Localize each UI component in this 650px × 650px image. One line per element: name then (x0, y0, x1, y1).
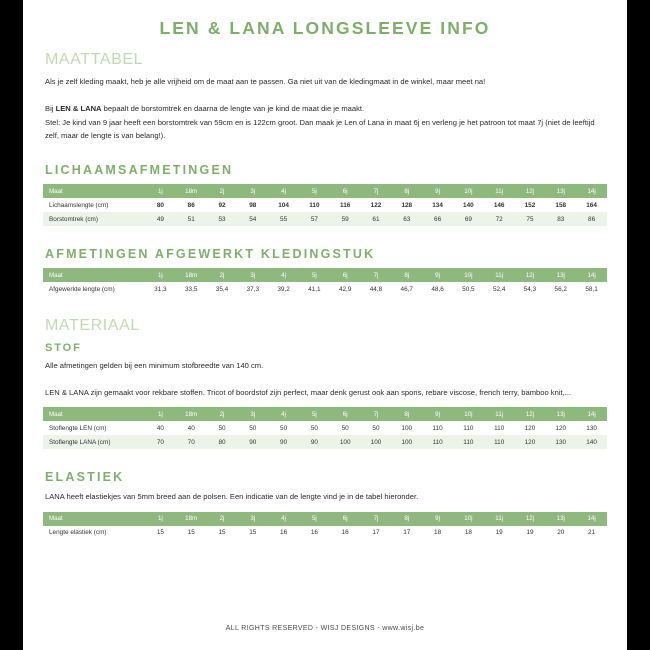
table-cell: 100 (401, 424, 413, 432)
column-header-size: 18m (176, 512, 207, 526)
column-header-size: 13j (545, 268, 576, 282)
column-header-size: 18m (176, 407, 207, 421)
table-cell: 42,9 (338, 285, 352, 293)
table-cell: 80 (218, 438, 226, 446)
table-cell: 122 (370, 201, 382, 209)
column-header-size: 8j (391, 184, 422, 198)
row-label: Lichaamslengte (cm) (49, 201, 109, 209)
column-header-label: Maat (43, 512, 145, 526)
table-cell: 15 (218, 529, 226, 537)
table-header-row (43, 184, 607, 198)
column-header-size: 3j (237, 407, 268, 421)
column-header-label: Maat (43, 268, 145, 282)
table-cell: 104 (278, 201, 289, 209)
column-header-size: 13j (545, 512, 576, 526)
table-cell: 116 (340, 201, 351, 209)
column-header-size: 6j (330, 184, 361, 198)
table-cell: 61 (372, 215, 380, 223)
table-cell: 120 (524, 424, 536, 432)
column-header-size: 11j (484, 268, 515, 282)
table-cell: 58,1 (585, 285, 598, 293)
table-row (43, 421, 607, 435)
table-cell: 51 (187, 215, 195, 223)
table-cell: 54 (249, 215, 257, 223)
table-cell: 86 (588, 215, 596, 223)
table-cell: 50 (218, 424, 226, 432)
column-header-size: 8j (391, 512, 422, 526)
table-cell: 40 (156, 424, 164, 432)
column-header-size: 13j (545, 407, 576, 421)
table-cell: 50 (372, 424, 380, 432)
column-header-size: 10j (453, 184, 484, 198)
section-heading-stof: STOF (45, 342, 82, 355)
page-title: LEN & LANA LONGSLEEVE INFO (159, 18, 491, 38)
table-cell: 110 (432, 424, 443, 432)
table-cell: 50 (341, 424, 349, 432)
maattabel-paragraph-2-prefix: Bij (45, 103, 56, 113)
table-cell: 21 (588, 529, 596, 537)
section-heading-afgewerkt-kledingstuk: AFMETINGEN AFGEWERKT KLEDINGSTUK (45, 247, 376, 262)
table-cell: 44,8 (369, 285, 383, 293)
table-cell: 158 (555, 201, 567, 209)
table-cell: 16 (280, 529, 288, 537)
column-header-size: 7j (361, 512, 392, 526)
table-cell: 17 (403, 529, 411, 537)
column-header-size: 12j (515, 268, 546, 282)
table-cell: 110 (494, 424, 505, 432)
materiaal-paragraph-2: LEN & LANA zijn gemaakt voor rekbare stoffen. Tricot of boordstof zijn perfect, maar denk gerust ook aan spons, rebare viscose, french terry, bamboo knit,... (45, 387, 572, 397)
table-cell: 110 (463, 424, 474, 432)
elastiek-paragraph-1: LANA heeft elastiekjes van 5mm breed aan de polsen. Een indicatie van de lengte vind je in de tabel hieronder. (45, 492, 419, 502)
row-label: Stoflengte LEN (cm) (49, 424, 107, 432)
table-cell: 110 (432, 438, 443, 446)
column-header-size: 13j (545, 184, 576, 198)
column-header-size: 2j (207, 268, 238, 282)
column-header-size: 1j (145, 268, 176, 282)
column-header-size: 1j (145, 512, 176, 526)
table-cell: 40 (187, 424, 195, 432)
table-cell: 70 (156, 438, 164, 446)
table-cell: 130 (555, 438, 567, 446)
table-cell: 110 (463, 438, 474, 446)
column-header-size: 8j (391, 268, 422, 282)
table-cell: 15 (249, 529, 257, 537)
section-heading-elastiek: ELASTIEK (45, 470, 125, 485)
column-header-label: Maat (43, 407, 145, 421)
table-elastiek (43, 512, 607, 540)
section-heading-lichaamsafmetingen: LICHAAMSAFMETINGEN (45, 163, 234, 178)
table-cell: 59 (341, 215, 349, 223)
table-cell: 110 (494, 438, 505, 446)
table-cell: 140 (586, 438, 597, 446)
column-header-size: 4j (268, 512, 299, 526)
table-stoflengte (43, 407, 607, 449)
column-header-size: 11j (484, 184, 515, 198)
table-row (43, 212, 607, 226)
row-label: Borstomtrek (cm) (49, 215, 98, 223)
materiaal-paragraph-1: Alle afmetingen gelden bij een minimum stofbreedte van 140 cm. (45, 361, 264, 371)
table-cell: 39,2 (277, 285, 290, 293)
table-cell: 16 (310, 529, 318, 537)
table-cell: 15 (156, 529, 164, 537)
maattabel-paragraph-1: Als je zelf kleding maakt, heb je alle vrijheid om de maat aan te passen. Ga niet uit van de kledingmaat in de winkel, maar meet na! (45, 77, 486, 86)
table-cell: 152 (524, 201, 536, 209)
table-cell: 17 (372, 529, 380, 537)
column-header-size: 12j (515, 184, 546, 198)
table-cell: 120 (555, 424, 567, 432)
table-cell: 98 (249, 201, 257, 209)
table-cell: 49 (156, 215, 164, 223)
section-heading-materiaal: MATERIAAL (45, 317, 140, 335)
column-header-size: 4j (268, 268, 299, 282)
table-afgewerkt-kledingstuk (43, 268, 607, 296)
table-cell: 120 (524, 438, 536, 446)
table-header-row (43, 407, 607, 421)
table-cell: 90 (280, 438, 288, 446)
column-header-size: 8j (391, 407, 422, 421)
column-header-size: 3j (237, 512, 268, 526)
table-cell: 100 (339, 438, 351, 446)
column-header-size: 4j (268, 407, 299, 421)
table-cell: 20 (557, 529, 565, 537)
table-cell: 50 (249, 424, 257, 432)
table-cell: 56,2 (554, 285, 567, 293)
column-header-size: 18m (176, 268, 207, 282)
document-page (23, 0, 627, 650)
table-cell: 18 (434, 529, 442, 537)
section-heading-maattabel: MAATTABEL (45, 51, 144, 68)
table-cell: 130 (586, 424, 597, 432)
column-header-size: 9j (422, 268, 453, 282)
column-header-size: 5j (299, 512, 330, 526)
table-cell: 54,3 (523, 285, 537, 293)
column-header-size: 10j (453, 407, 484, 421)
table-cell: 146 (493, 201, 505, 209)
table-cell: 19 (495, 529, 503, 537)
table-cell: 100 (401, 438, 413, 446)
column-header-size: 1j (145, 407, 176, 421)
column-header-size: 7j (361, 407, 392, 421)
row-label: Stoflengte LANA (cm) (49, 438, 111, 446)
column-header-size: 9j (422, 512, 453, 526)
column-header-size: 11j (484, 407, 515, 421)
table-cell: 100 (370, 438, 382, 446)
table-cell: 63 (403, 215, 411, 223)
maattabel-paragraph-2-suffix: bepaalt de borstomtrek en daarna de lengte van je kind de maat die je maakt. (101, 103, 365, 113)
table-cell: 80 (156, 201, 164, 209)
spacer (43, 150, 607, 163)
maattabel-paragraph-3: Stel: Je kind van 9 jaar heeft een borstomtrek van 59cm en is 122cm groot. Dan maak je Len of Lana in maat 6j en verleng je het patroon tot maat 7j (niet de leeftijd zelf, maar de lengte is van belang!). (45, 118, 595, 140)
column-header-size: 5j (299, 268, 330, 282)
table-cell: 35,4 (215, 285, 229, 293)
table-cell: 33,5 (184, 285, 198, 293)
table-cell: 110 (309, 201, 320, 209)
column-header-size: 9j (422, 184, 453, 198)
column-header-size: 6j (330, 407, 361, 421)
table-cell: 90 (310, 438, 318, 446)
table-cell: 164 (586, 201, 597, 209)
table-row (43, 282, 607, 296)
column-header-size: 5j (299, 407, 330, 421)
row-label: Lengte elastiek (cm) (49, 529, 107, 537)
table-cell: 50 (310, 424, 318, 432)
table-cell: 128 (401, 201, 413, 209)
table-header-row (43, 512, 607, 526)
column-header-size: 10j (453, 512, 484, 526)
table-cell: 16 (341, 529, 349, 537)
table-cell: 75 (526, 215, 534, 223)
column-header-size: 12j (515, 407, 546, 421)
table-cell: 50,5 (462, 285, 475, 293)
table-header-row (43, 268, 607, 282)
table-cell: 92 (218, 201, 226, 209)
column-header-size: 3j (237, 184, 268, 198)
table-cell: 57 (310, 215, 318, 223)
spacer (43, 451, 607, 470)
column-header-size: 2j (207, 184, 238, 198)
table-cell: 70 (187, 438, 195, 446)
column-header-size: 18m (176, 184, 207, 198)
spacer (43, 228, 607, 247)
column-header-size: 14j (576, 268, 607, 282)
table-cell: 86 (187, 201, 195, 209)
table-cell: 52,4 (492, 285, 506, 293)
maattabel-paragraph-2 (45, 103, 605, 116)
table-cell: 55 (280, 215, 288, 223)
column-header-size: 3j (237, 268, 268, 282)
column-header-size: 10j (453, 268, 484, 282)
table-row (43, 526, 607, 540)
table-cell: 15 (187, 529, 195, 537)
table-cell: 140 (463, 201, 474, 209)
table-cell: 37,3 (246, 285, 260, 293)
table-cell: 53 (218, 215, 226, 223)
column-header-size: 5j (299, 184, 330, 198)
row-label: Afgewerkte lengte (cm) (49, 285, 115, 293)
column-header-size: 14j (576, 184, 607, 198)
spacer (43, 298, 607, 317)
table-cell: 134 (432, 201, 443, 209)
column-header-size: 14j (576, 512, 607, 526)
column-header-size: 7j (361, 184, 392, 198)
column-header-size: 4j (268, 184, 299, 198)
table-cell: 66 (434, 215, 442, 223)
column-header-size: 6j (330, 268, 361, 282)
column-header-size: 1j (145, 184, 176, 198)
table-cell: 72 (495, 215, 503, 223)
table-cell: 83 (557, 215, 565, 223)
footer-copyright: ALL RIGHTS RESERVED - WISJ DESIGNS - www.wisj.be (225, 625, 425, 632)
table-cell: 18 (464, 529, 472, 537)
column-header-size: 2j (207, 407, 238, 421)
table-cell: 19 (526, 529, 534, 537)
column-header-size: 2j (207, 512, 238, 526)
table-cell: 48,6 (431, 285, 444, 293)
table-row (43, 198, 607, 212)
column-header-size: 14j (576, 407, 607, 421)
table-cell: 69 (464, 215, 472, 223)
table-cell: 46,7 (400, 285, 413, 293)
table-cell: 50 (280, 424, 288, 432)
column-header-size: 7j (361, 268, 392, 282)
column-header-label: Maat (43, 184, 145, 198)
brand-name-emphasis: LEN & LANA (55, 103, 102, 113)
table-cell: 90 (249, 438, 257, 446)
table-lichaamsafmetingen (43, 184, 607, 226)
table-row (43, 435, 607, 449)
column-header-size: 6j (330, 512, 361, 526)
table-cell: 31,3 (154, 285, 167, 293)
column-header-size: 11j (484, 512, 515, 526)
column-header-size: 12j (515, 512, 546, 526)
table-cell: 41,1 (308, 285, 321, 293)
column-header-size: 9j (422, 407, 453, 421)
